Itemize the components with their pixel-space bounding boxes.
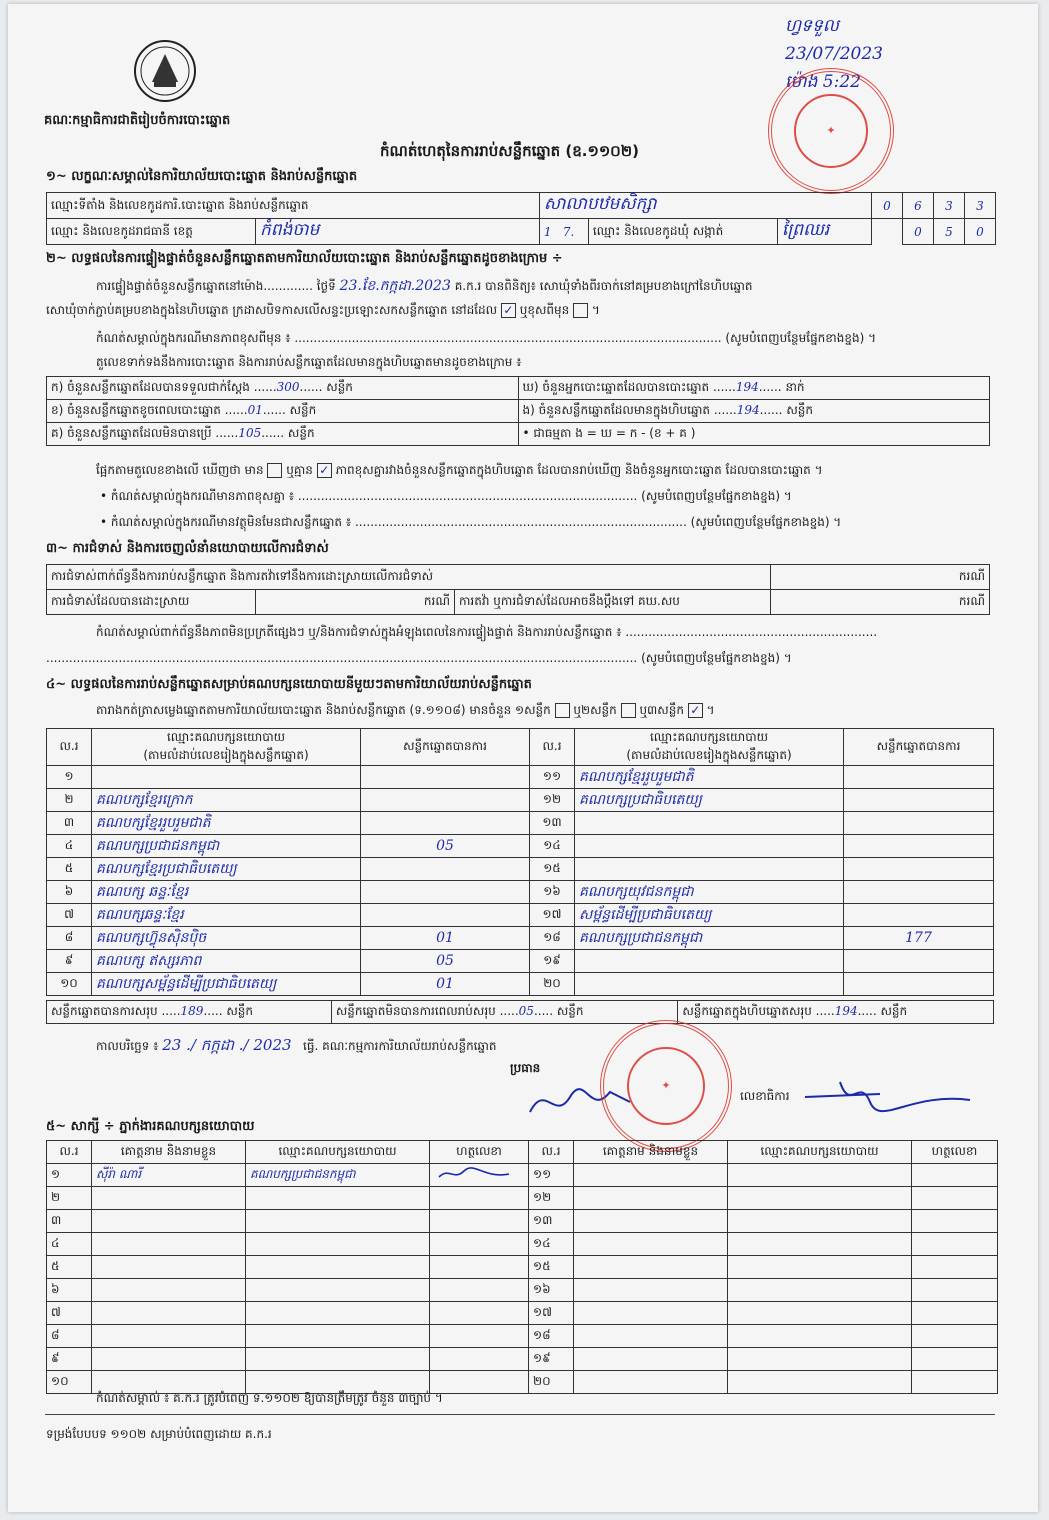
witness-table — [46, 1140, 998, 1394]
tally-sheets-line: តារាងកត់ត្រាសម្លេងឆ្នោតតាមការិយាល័យបោះឆ្នោត និងរាប់សន្លឹកឆ្នោត (ទ.១១០៨) មានចំនួន ១សន្លឹក ឬ២សន្លឹក ឬ៣សន្លឹក ✓ ។ — [96, 703, 715, 717]
witness-row — [47, 1279, 998, 1302]
witness-name — [92, 1348, 246, 1371]
col-name: គោត្តនាម និងនាមខ្លួន — [92, 1141, 246, 1164]
appeal-unit: ករណី — [771, 590, 990, 615]
commune-code-digit: 0 — [965, 219, 996, 245]
witness-name — [574, 1325, 728, 1348]
total-in-box: សន្លឹកឆ្នោតក្នុងហិបឆ្នោតសរុប .....194..... សន្លឹក — [678, 1001, 994, 1024]
vote-results-table — [46, 728, 994, 996]
col-party: ឈ្មោះគណបក្សនយោបាយ — [728, 1141, 912, 1164]
witness-signature — [912, 1348, 998, 1371]
witness-party — [246, 1256, 430, 1279]
bullet-note2: • កំណត់សម្គាល់ក្នុងករណីមានវត្ថុមិនមែនជាសន្លឹកឆ្នោត ៖ ....................................................................................... (សូមបំពេញបន្ថែមផ្នែកខាងខ្នង) ។ — [100, 515, 842, 529]
witness-row — [47, 1256, 998, 1279]
witness-party — [728, 1371, 912, 1394]
witness-signature — [912, 1279, 998, 1302]
vote-row-number: ៦ — [47, 881, 92, 904]
location-code-digit: 3 — [965, 193, 996, 219]
witness-signature — [430, 1210, 529, 1233]
location-code-digit: 6 — [903, 193, 934, 219]
party-name — [575, 835, 844, 858]
verify-line1: ការផ្ទៀងផ្ទាត់ចំនួនសន្លឹកឆ្នោតនៅម៉ោង............. ថ្ងៃទី 23.ខែ.កក្កដា.2023 គ.ក.រ បានពិនិត្យ៖ សោឃុំទាំងពីរចាក់នៅគម្របខាងក្រៅនៃហិបឆ្នោត — [96, 278, 753, 294]
vote-row-number: ៥ — [47, 858, 92, 881]
witness-signature — [430, 1279, 529, 1302]
party-votes — [844, 766, 994, 789]
witness-signature — [912, 1187, 998, 1210]
col-no: ល.រ — [529, 1141, 574, 1164]
figure-b: ខ) ចំនួនសន្លឹកឆ្នោតខូចពេលបោះឆ្នោត ......01...... សន្លឹក — [47, 400, 519, 423]
verify-line2: សោឃុំចាក់ភ្ជាប់គម្របខាងក្នុងនៃហិបឆ្នោត ក្រដាសបិទកាសលើសន្ទះប្រឡោះសកសន្លឹកឆ្នោត នៅដដែល ✓ ឬខុសពីមុន ។ — [46, 303, 600, 317]
discrepancy-line: ផ្អែកតាមតួលេខខាងលើ ឃើញថា មាន ឬគ្មាន ✓ ភាពខុសគ្នារវាងចំនួនសន្លឹកឆ្នោតក្នុងហិបឆ្នោត ដែលបានរាប់ឃើញ និងចំនួនអ្នកបោះឆ្នោត ដែលបានបោះឆ្នោត ។ — [96, 463, 823, 477]
witness-number: ១៣ — [529, 1210, 574, 1233]
figure-e: ង) ចំនួនសន្លឹកឆ្នោតដែលមានក្នុងហិបឆ្នោត ......194...... សន្លឹក — [518, 400, 990, 423]
witness-name — [574, 1348, 728, 1371]
party-votes — [844, 835, 994, 858]
col-party: ឈ្មោះគណបក្សនយោបាយ (តាមលំដាប់លេខរៀងក្នុងសន្លឹកឆ្នោត) — [92, 729, 361, 766]
party-votes — [361, 904, 530, 927]
party-name: គណបក្សឆន្ទៈខ្មែរ — [92, 904, 361, 927]
party-name: គណបក្ស ឆន្ទៈខ្មែរ — [92, 881, 361, 904]
vote-row — [47, 904, 994, 927]
vote-row-number: ១៦ — [530, 881, 575, 904]
col-sign: ហត្ថលេខា — [912, 1141, 998, 1164]
vote-row-number: ១៣ — [530, 812, 575, 835]
party-votes — [361, 789, 530, 812]
witness-name — [574, 1164, 728, 1187]
witness-party — [246, 1325, 430, 1348]
one-sheet-checkbox — [555, 703, 570, 718]
witness-party — [246, 1210, 430, 1233]
vote-row-number: ១២ — [530, 789, 575, 812]
bullet-note1: • កំណត់សម្គាល់ក្នុងករណីមានភាពខុសគ្នា ៖ ......................................................................................... (សូមបំពេញបន្ថែមផ្នែកខាងខ្នង) ។ — [100, 489, 792, 503]
witness-number: ៣ — [47, 1210, 92, 1233]
figure-a: ក) ចំនួនសន្លឹកឆ្នោតដែលបានទទួលជាក់ស្តែង ......300...... សន្លឹក — [47, 377, 519, 400]
party-votes — [361, 766, 530, 789]
witness-signature — [912, 1371, 998, 1394]
official-stamp-top: ✦ — [768, 68, 894, 194]
committee-name: គណៈកម្មាធិការជាតិរៀបចំការបោះឆ្នោត — [44, 113, 231, 128]
witness-name — [92, 1325, 246, 1348]
witness-row — [47, 1348, 998, 1371]
appeal-label: ការតវ៉ា ឬការជំទាស់ដែលអាចនឹងប្តឹងទៅ គឃ.សប — [455, 590, 771, 615]
party-votes — [844, 858, 994, 881]
location-code-digit: 0 — [872, 193, 903, 219]
party-votes: 01 — [361, 973, 530, 996]
vote-row-number: ១១ — [530, 766, 575, 789]
party-votes — [361, 881, 530, 904]
vote-row-number: ៣ — [47, 812, 92, 835]
section3-heading: ៣~ ការជំទាស់ និងការចេញលំនាំនយោបាយលើការជំទាស់ — [46, 541, 329, 556]
figure-formula: • ជាធម្មតា ង = ឃ = ក - (ខ + គ ) — [518, 423, 990, 446]
form-footer: ទម្រង់បែបបទ ១១០២ សម្រាប់បំពេញដោយ គ.ក.រ — [46, 1427, 272, 1441]
verify-date: 23.ខែ.កក្កដា.2023 — [339, 278, 451, 294]
location-code-digit: 3 — [934, 193, 965, 219]
vote-row-number: ១ — [47, 766, 92, 789]
witness-row — [47, 1187, 998, 1210]
witness-party — [728, 1348, 912, 1371]
witness-name — [574, 1210, 728, 1233]
party-votes — [361, 858, 530, 881]
witness-signature — [430, 1348, 529, 1371]
witness-number: ១៧ — [529, 1302, 574, 1325]
section5-heading: ៥~ សាក្សី ÷ ភ្នាក់ងារគណបក្សនយោបាយ — [46, 1119, 255, 1134]
document-title: កំណត់ហេតុនៃការរាប់សន្លឹកឆ្នោត (ឧ.១១០២) — [380, 142, 640, 160]
witness-row — [47, 1210, 998, 1233]
vote-row — [47, 973, 994, 996]
party-name: គណបក្សខ្មែររួបរួមជាតិ — [575, 766, 844, 789]
figure-c: គ) ចំនួនសន្លឹកឆ្នោតដែលមិនបានប្រើ ......105...... សន្លឹក — [47, 423, 519, 446]
party-name — [575, 950, 844, 973]
col-no: ល.រ — [530, 729, 575, 766]
witness-number: ១៤ — [529, 1233, 574, 1256]
witness-party — [728, 1164, 912, 1187]
col-no: ល.រ — [47, 729, 92, 766]
col-votes: សន្លឹកឆ្នោតបានការ — [361, 729, 530, 766]
witness-row — [47, 1302, 998, 1325]
location-label: ឈ្មោះទីតាំង និងលេខកូដការិ.បោះឆ្នោត និងរាប់សន្លឹកឆ្នោត — [47, 193, 540, 219]
witness-signature — [912, 1233, 998, 1256]
witness-number: ៨ — [47, 1325, 92, 1348]
witness-number: ១៥ — [529, 1256, 574, 1279]
party-votes — [844, 789, 994, 812]
figures-intro: តួលេខទាក់ទងនឹងការបោះឆ្នោត និងការរាប់សន្លឹកឆ្នោតដែលមានក្នុងហិបឆ្នោតមានដូចខាងក្រោម ៖ — [96, 355, 522, 369]
party-name — [575, 973, 844, 996]
witness-name — [574, 1279, 728, 1302]
resolved-unit: ករណី — [256, 590, 455, 615]
received-time: ម៉ោង 5:22 — [785, 72, 861, 92]
witness-signature — [912, 1325, 998, 1348]
figures-table — [46, 376, 990, 446]
party-name: សម្ព័ន្ធដើម្បីប្រជាធិបតេយ្យ — [575, 904, 844, 927]
different-checkbox — [573, 303, 588, 318]
complaint-row1-unit: ករណី — [771, 565, 990, 590]
irregularity-note: កំណត់សម្គាល់ពាក់ព័ន្ធនឹងភាពមិនប្រក្រតីផ្សេងៗ ឬ/និងការជំទាស់ក្នុងអំឡុងពេលនៃការផ្ទៀងផ្ទាត់ និងការរាប់សន្លឹកឆ្នោត ៖ .................................................................. — [96, 625, 878, 639]
witness-party — [728, 1325, 912, 1348]
vote-row-number: ១៥ — [530, 858, 575, 881]
witness-party — [246, 1348, 430, 1371]
witness-party — [728, 1187, 912, 1210]
secretary-label: លេខាធិការ — [740, 1089, 790, 1103]
resolved-label: ការជំទាស់ដែលបានដោះស្រាយ — [47, 590, 256, 615]
col-sign: ហត្ថលេខា — [430, 1141, 529, 1164]
received-date: 23/07/2023 — [785, 44, 883, 64]
witness-signature — [430, 1325, 529, 1348]
commune-label: ឈ្មោះ និងលេខកូដឃុំ សង្កាត់ — [588, 219, 777, 245]
province-code: 1 7. — [539, 219, 588, 245]
party-name: គណបក្សប្រជាធិបតេយ្យ — [575, 789, 844, 812]
commune-value: ព្រៃឈរ — [777, 219, 871, 245]
witness-number: ១២ — [529, 1187, 574, 1210]
witness-signature — [430, 1256, 529, 1279]
completion-line: កាលបរិច្ឆេទ ៖ 23 ./ កក្កដា ./ 2023 ធ្វើ. គណៈកម្មការការិយាល័យរាប់សន្លឹកឆ្នោត — [96, 1036, 497, 1054]
witness-row — [47, 1233, 998, 1256]
vote-row — [47, 927, 994, 950]
totals-table — [46, 1000, 994, 1024]
witness-party — [728, 1256, 912, 1279]
witness-signature — [912, 1164, 998, 1187]
witness-signature — [912, 1256, 998, 1279]
party-name: គណបក្សប្រជាជនកម្ពុជា — [575, 927, 844, 950]
witness-number: ៦ — [47, 1279, 92, 1302]
witness-party — [728, 1233, 912, 1256]
irregularity-note-line2: ........................................................................................................................................................... (សូមបំពេញបន្ថែមផ្នែកខាងខ្នង) ។ — [46, 651, 792, 665]
party-votes: 05 — [361, 835, 530, 858]
section1-heading: ១~ លក្ខណៈសម្គាល់នៃការិយាល័យបោះឆ្នោត និងរាប់សន្លឹកឆ្នោត — [46, 169, 358, 184]
witness-number: ១០ — [47, 1371, 92, 1394]
party-name: គណបក្ស ឥស្សរភាព — [92, 950, 361, 973]
col-party: ឈ្មោះគណបក្សនយោបាយ (តាមលំដាប់លេខរៀងក្នុងសន្លឹកឆ្នោត) — [575, 729, 844, 766]
vote-row-number: ២០ — [530, 973, 575, 996]
witness-name — [92, 1279, 246, 1302]
witness-name — [92, 1210, 246, 1233]
vote-row-number: ១៩ — [530, 950, 575, 973]
final-note: កំណត់សម្គាល់ ៖ គ.ក.រ ត្រូវបំពេញ ទ.១១០២ ឱ្យបានត្រឹមត្រូវ ចំនួន ៣ច្បាប់ ។ — [96, 1391, 443, 1405]
completion-date: 23 ./ កក្កដា ./ 2023 — [162, 1036, 292, 1054]
col-name: គោត្តនាម និងនាមខ្លួន — [574, 1141, 728, 1164]
complaints-table — [46, 564, 990, 615]
party-name: គណបក្សខ្មែរប្រជាធិបតេយ្យ — [92, 858, 361, 881]
three-sheet-checkbox: ✓ — [688, 703, 703, 718]
nec-logo-icon — [132, 38, 198, 104]
location-value: សាលាបឋមសិក្សា — [539, 193, 871, 219]
vote-row-number: ១៧ — [530, 904, 575, 927]
party-votes: 01 — [361, 927, 530, 950]
witness-name: ស៊ីរ៉ា ណារី — [92, 1164, 246, 1187]
col-no: ល.រ — [47, 1141, 92, 1164]
section2-heading: ២~ លទ្ធផលនៃការផ្ទៀងផ្ទាត់ចំនួនសន្លឹកឆ្នោតតាមការិយាល័យបោះឆ្នោត និងរាប់សន្លឹកឆ្នោតដូចខាងក្រោម ÷ — [46, 251, 563, 266]
witness-signature-icon — [434, 1165, 514, 1183]
footer-divider — [45, 1414, 995, 1415]
vote-row — [47, 881, 994, 904]
vote-row-number: ៨ — [47, 927, 92, 950]
vote-row-number: ៩ — [47, 950, 92, 973]
province-label: ឈ្មោះ និងលេខកូដរាជធានី ខេត្ត — [47, 219, 256, 245]
witness-signature — [912, 1210, 998, 1233]
witness-number: ២ — [47, 1187, 92, 1210]
witness-name — [574, 1187, 728, 1210]
section1-table — [46, 192, 996, 245]
witness-party — [246, 1187, 430, 1210]
complaint-row1-label: ការជំទាស់ពាក់ព័ន្ធនឹងការរាប់សន្លឹកឆ្នោត និងការតវ៉ាទៅនឹងការដោះស្រាយលើការជំទាស់ — [47, 565, 771, 590]
total-invalid: សន្លឹកឆ្នោតមិនបានការពេលរាប់សរុប .....05..... សន្លឹក — [331, 1001, 678, 1024]
vote-row-number: ២ — [47, 789, 92, 812]
witness-name — [92, 1187, 246, 1210]
party-name — [92, 766, 361, 789]
party-votes — [844, 973, 994, 996]
same-checkbox: ✓ — [501, 303, 516, 318]
difference-note: កំណត់សម្គាល់ក្នុងករណីមានភាពខុសពីមុន ៖ ................................................................................................................ (សូមបំពេញបន្ថែមផ្នែកខាងខ្នង) ។ — [96, 331, 876, 345]
party-name — [575, 812, 844, 835]
two-sheet-checkbox — [621, 703, 636, 718]
vote-row — [47, 766, 994, 789]
secretary-signature-icon — [800, 1072, 980, 1122]
witness-number: ២០ — [529, 1371, 574, 1394]
witness-number: ១១ — [529, 1164, 574, 1187]
chair-label: ប្រធាន — [510, 1061, 541, 1075]
section4-heading: ៤~ លទ្ធផលនៃការរាប់សន្លឹកឆ្នោតសម្រាប់គណបក្សនយោបាយនីមួយៗតាមការិយាល័យរាប់សន្លឹកឆ្នោត — [46, 677, 532, 692]
figure-d: ឃ) ចំនួនអ្នកបោះឆ្នោតដែលបានបោះឆ្នោត ......194...... នាក់ — [518, 377, 990, 400]
col-votes: សន្លឹកឆ្នោតបានការ — [844, 729, 994, 766]
party-name: គណបក្សខ្មែរក្រោក — [92, 789, 361, 812]
received-label: ហ្វទទួល — [785, 16, 839, 36]
vote-row — [47, 789, 994, 812]
province-value: កំពង់ចាម — [256, 219, 540, 245]
commune-code-digit: 0 — [903, 219, 934, 245]
party-votes: 05 — [361, 950, 530, 973]
witness-signature — [430, 1233, 529, 1256]
party-votes — [844, 904, 994, 927]
witness-number: ១៦ — [529, 1279, 574, 1302]
party-votes — [361, 812, 530, 835]
vote-row-number: ១៤ — [530, 835, 575, 858]
discrepancy-no-checkbox: ✓ — [317, 463, 332, 478]
witness-number: ១៩ — [529, 1348, 574, 1371]
witness-number: ១ — [47, 1164, 92, 1187]
witness-row — [47, 1325, 998, 1348]
party-name: គណបក្សហ៊្វុនស៊ិនប៉ិច — [92, 927, 361, 950]
witness-name — [92, 1302, 246, 1325]
total-valid: សន្លឹកឆ្នោតបានការសរុប .....189..... សន្លឹក — [47, 1001, 332, 1024]
party-name: គណបក្សយុវជនកម្ពុជា — [575, 881, 844, 904]
witness-signature — [430, 1371, 529, 1394]
witness-number: ៩ — [47, 1348, 92, 1371]
party-name: គណបក្សខ្មែររួបរួមជាតិ — [92, 812, 361, 835]
col-party: ឈ្មោះគណបក្សនយោបាយ — [246, 1141, 430, 1164]
witness-row — [47, 1164, 998, 1187]
witness-party — [246, 1279, 430, 1302]
witness-party — [728, 1302, 912, 1325]
discrepancy-yes-checkbox — [267, 463, 282, 478]
party-votes — [844, 950, 994, 973]
commune-code-digit: 5 — [934, 219, 965, 245]
official-stamp-bottom: ✦ — [600, 1020, 732, 1152]
vote-row-number: ១០ — [47, 973, 92, 996]
vote-row — [47, 858, 994, 881]
party-name: គណបក្សសម្ព័ន្ធដើម្បីប្រជាធិបតេយ្យ — [92, 973, 361, 996]
witness-party — [728, 1279, 912, 1302]
witness-signature — [912, 1302, 998, 1325]
vote-row-number: ១៨ — [530, 927, 575, 950]
witness-party — [246, 1233, 430, 1256]
witness-party — [728, 1210, 912, 1233]
party-name — [575, 858, 844, 881]
vote-row — [47, 812, 994, 835]
party-name: គណបក្សប្រជាជនកម្ពុជា — [92, 835, 361, 858]
witness-name — [92, 1233, 246, 1256]
party-votes — [844, 881, 994, 904]
party-votes: 177 — [844, 927, 994, 950]
witness-party: គណបក្សប្រជាជនកម្ពុជា — [246, 1164, 430, 1187]
witness-number: ៤ — [47, 1233, 92, 1256]
witness-name — [92, 1256, 246, 1279]
vote-row — [47, 835, 994, 858]
vote-row-number: ៧ — [47, 904, 92, 927]
witness-name — [574, 1233, 728, 1256]
witness-number: ៧ — [47, 1302, 92, 1325]
witness-signature — [430, 1187, 529, 1210]
witness-signature — [430, 1164, 529, 1187]
vote-row-number: ៤ — [47, 835, 92, 858]
vote-row — [47, 950, 994, 973]
party-votes — [844, 812, 994, 835]
witness-number: ១៨ — [529, 1325, 574, 1348]
witness-name — [574, 1371, 728, 1394]
witness-number: ៥ — [47, 1256, 92, 1279]
witness-name — [574, 1302, 728, 1325]
witness-name — [574, 1256, 728, 1279]
witness-party — [246, 1302, 430, 1325]
witness-signature — [430, 1302, 529, 1325]
